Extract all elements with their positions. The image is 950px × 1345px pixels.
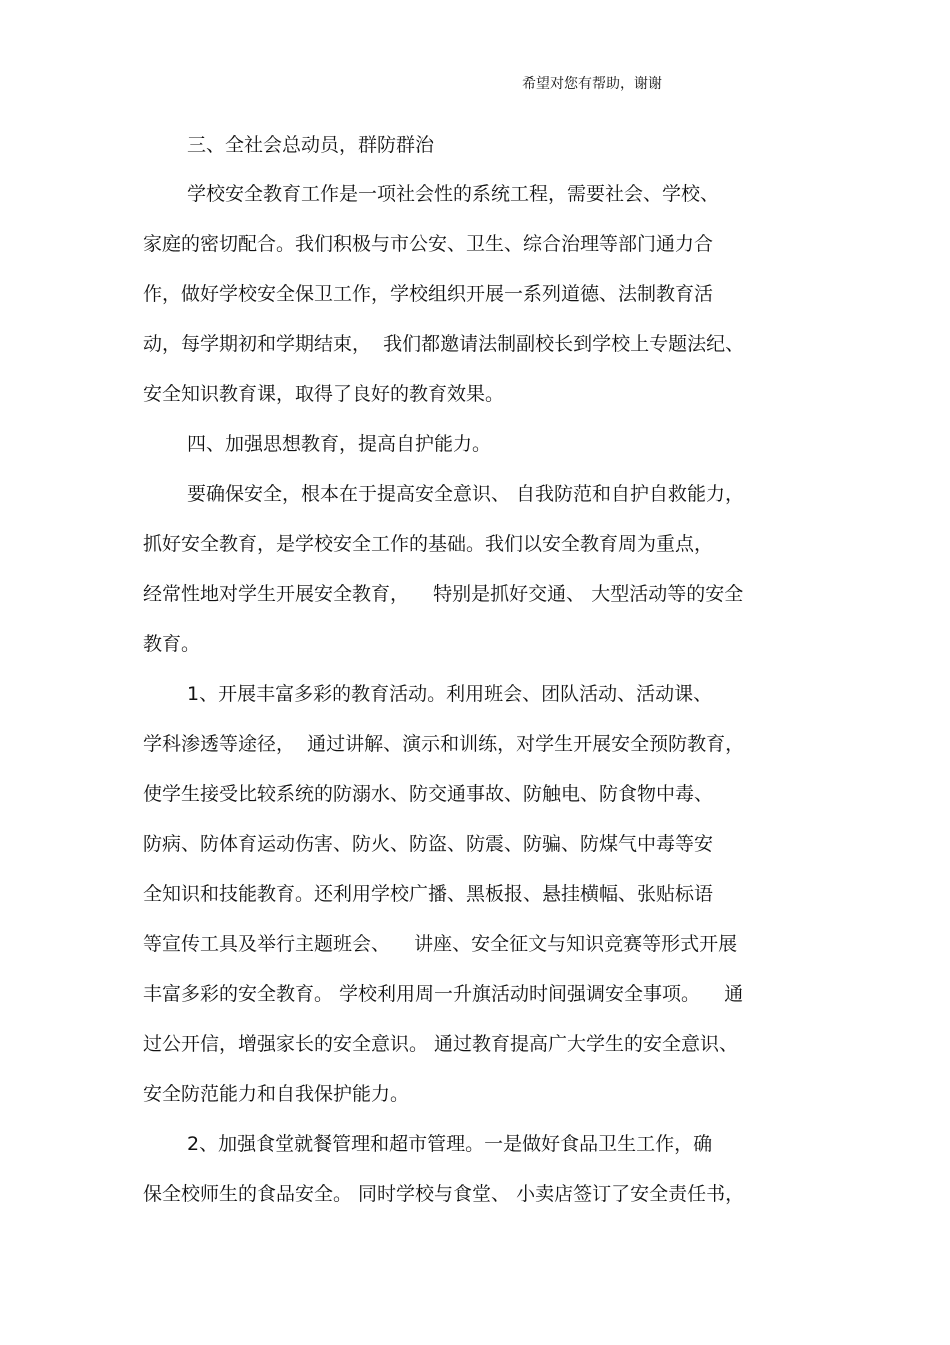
paragraph-line: 防病、防体育运动伤害、防火、防盗、防震、防骗、防煤气中毒等安 <box>143 833 714 855</box>
paragraph-line: 1、开展丰富多彩的教育活动。利用班会、团队活动、活动课、 <box>187 683 713 705</box>
paragraph-line: 全知识和技能教育。还利用学校广播、黑板报、悬挂横幅、张贴标语 <box>143 883 714 905</box>
section-heading-3: 三、全社会总动员，群防群治 <box>187 134 435 156</box>
paragraph-line: 安全防范能力和自我保护能力。 <box>143 1083 410 1105</box>
paragraph-line: 学校安全教育工作是一项社会性的系统工程，需要社会、学校、 <box>187 183 720 205</box>
paragraph-line: 使学生接受比较系统的防溺水、防交通事故、防触电、防食物中毒、 <box>143 783 714 805</box>
paragraph-line: 2、加强食堂就餐管理和超市管理。一是做好食品卫生工作，确 <box>187 1133 713 1155</box>
paragraph-line: 动，每学期初和学期结束， 我们都邀请法制副校长到学校上专题法纪、 <box>143 333 745 355</box>
section-heading-4: 四、加强思想教育，提高自护能力。 <box>187 433 492 455</box>
paragraph-line: 抓好安全教育，是学校安全工作的基础。我们以安全教育周为重点， <box>143 533 714 555</box>
paragraph-line: 保全校师生的食品安全。 同时学校与食堂、 小卖店签订了安全责任书， <box>143 1183 745 1205</box>
paragraph-line: 教育。 <box>143 633 201 655</box>
paragraph-line: 作，做好学校安全保卫工作，学校组织开展一系列道德、法制教育活 <box>143 283 714 305</box>
paragraph-line: 安全知识教育课，取得了良好的教育效果。 <box>143 383 505 405</box>
paragraph-line: 丰富多彩的安全教育。 学校利用周一升旗活动时间强调安全事项。 通 <box>143 983 744 1005</box>
paragraph-line: 要确保安全，根本在于提高安全意识、 自我防范和自护自救能力， <box>187 483 745 505</box>
paragraph-line: 经常性地对学生开展安全教育， 特别是抓好交通、 大型活动等的安全 <box>143 583 744 605</box>
header-note: 希望对您有帮助，谢谢 <box>522 76 662 92</box>
paragraph-line: 过公开信，增强家长的安全意识。 通过教育提高广大学生的安全意识、 <box>143 1033 739 1055</box>
paragraph-line: 等宣传工具及举行主题班会、 讲座、安全征文与知识竞赛等形式开展 <box>143 933 738 955</box>
paragraph-line: 学科渗透等途径， 通过讲解、演示和训练，对学生开展安全预防教育， <box>143 733 745 755</box>
paragraph-line: 家庭的密切配合。我们积极与市公安、卫生、综合治理等部门通力合 <box>143 233 714 255</box>
